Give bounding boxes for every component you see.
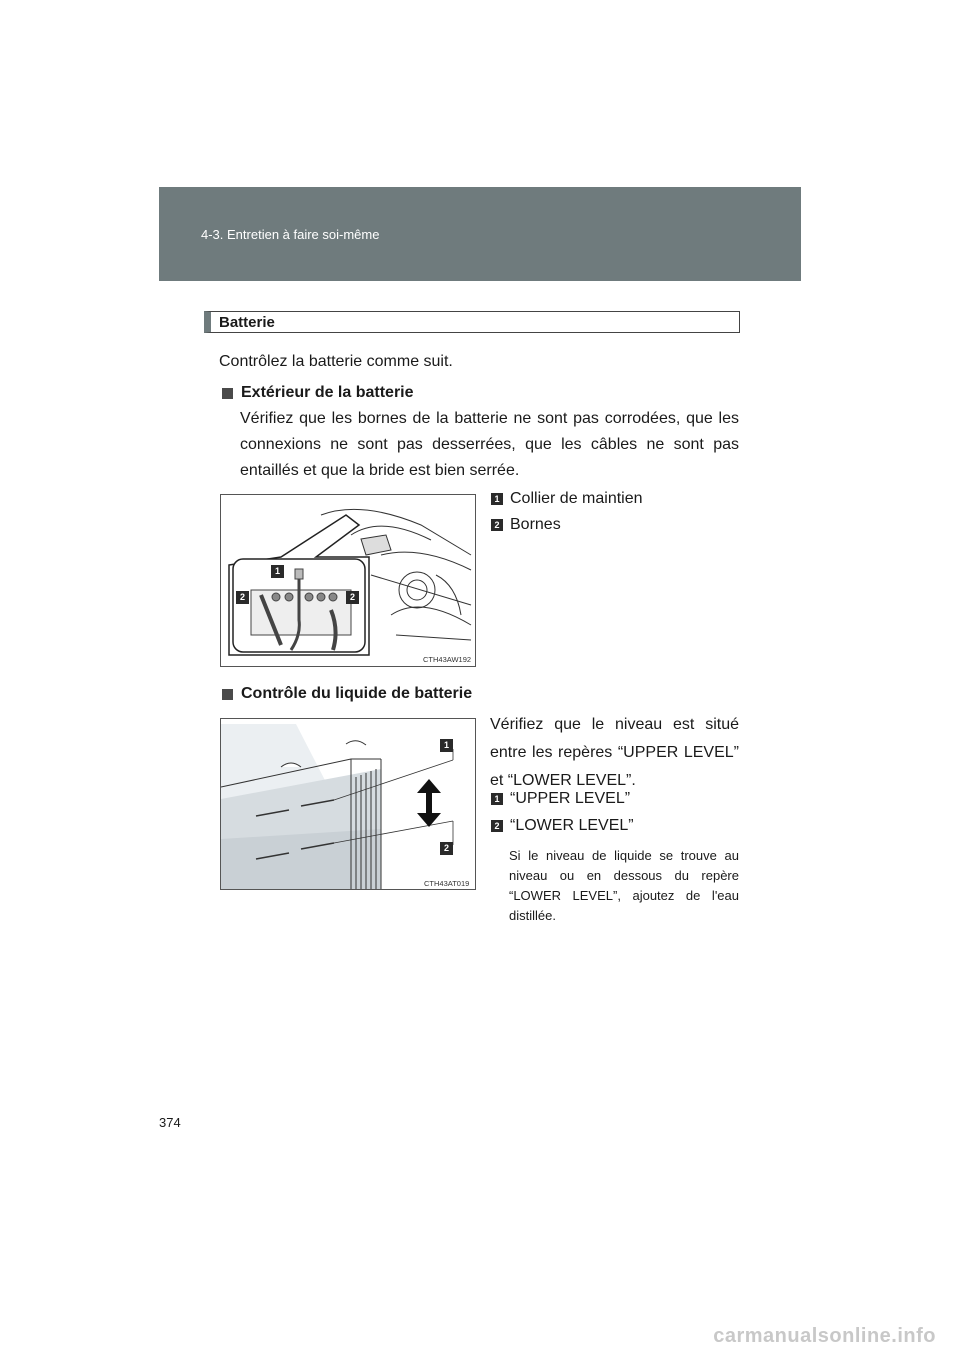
- chapter-header-title: 4-3. Entretien à faire soi-même: [201, 227, 380, 242]
- exterior-heading: [222, 384, 414, 402]
- legend-label: Collier de maintien: [510, 490, 643, 507]
- exterior-legend-1: [491, 490, 643, 508]
- bullet-square-icon: [222, 689, 233, 700]
- chapter-header: [159, 187, 801, 281]
- legend-label: “UPPER LEVEL”: [510, 790, 631, 807]
- callout-2-lower-level: 2: [440, 842, 453, 855]
- battery-exterior-figure: [220, 494, 476, 667]
- intro-text: Contrôlez la batterie comme suit.: [219, 353, 453, 370]
- exterior-heading-label: Extérieur de la batterie: [241, 384, 414, 401]
- page-number: 374: [159, 1115, 181, 1130]
- figure-code: CTH43AW192: [423, 655, 472, 664]
- section-title-bar: [204, 311, 740, 333]
- legend-label: Bornes: [510, 516, 561, 533]
- number-badge-icon: 1: [491, 493, 503, 505]
- number-badge-icon: 2: [491, 820, 503, 832]
- callout-2-terminal-left: 2: [236, 591, 249, 604]
- fluid-heading-label: Contrôle du liquide de batterie: [241, 685, 473, 702]
- fluid-legend-2: [491, 817, 634, 835]
- bullet-square-icon: [222, 388, 233, 399]
- legend-label: “LOWER LEVEL”: [510, 817, 634, 834]
- fluid-note: Si le niveau de liquide se trouve au niveau ou en dessous du repère “LOWER LEVEL”, ajoutez de l'eau distillée.: [509, 848, 739, 923]
- number-badge-icon: 2: [491, 519, 503, 531]
- number-badge-icon: 1: [491, 793, 503, 805]
- figure-code: CTH43AT019: [424, 879, 470, 888]
- fluid-body: Vérifiez que le niveau est situé entre les repères “UPPER LEVEL” et “LOWER LEVEL”.: [490, 716, 739, 789]
- fluid-heading: [222, 685, 472, 703]
- battery-fluid-illustration: [221, 719, 476, 890]
- battery-fluid-figure: [220, 718, 476, 890]
- exterior-legend-2: [491, 516, 561, 534]
- fluid-legend-1: [491, 790, 630, 808]
- watermark: carmanualsonline.info: [713, 1325, 936, 1347]
- callout-2-terminal-right: 2: [346, 591, 359, 604]
- battery-exterior-illustration: [221, 495, 476, 667]
- section-title: Batterie: [219, 314, 275, 331]
- exterior-body: Vérifiez que les bornes de la batterie ne sont pas corrodées, que les connexions ne sont pas desserrées, que les câbles ne sont pas entaillés et que la bride est bien serrée.: [240, 410, 739, 479]
- callout-1-collar: 1: [271, 565, 284, 578]
- callout-1-upper-level: 1: [440, 739, 453, 752]
